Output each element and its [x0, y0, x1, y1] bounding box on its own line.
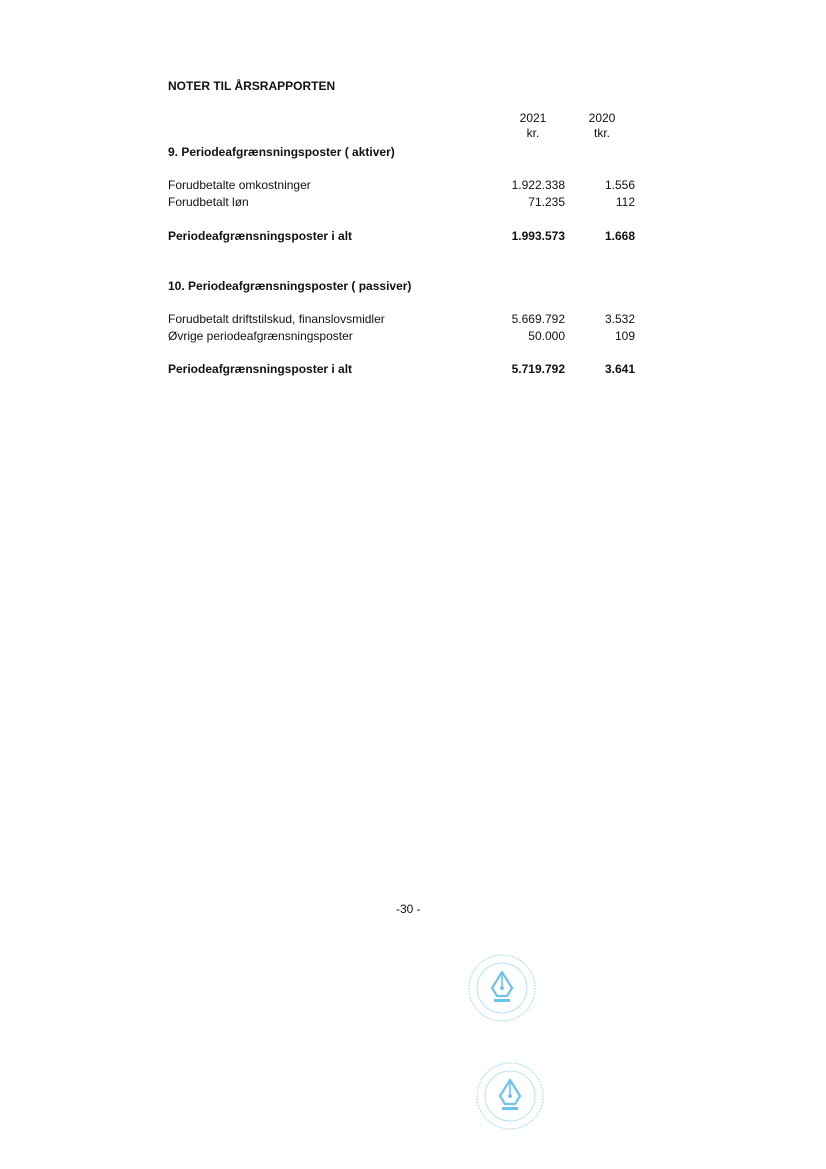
pen-nib-seal-icon — [474, 1060, 546, 1132]
note9-total-prior: 1.668 — [604, 229, 635, 243]
column-unit-current: kr. — [526, 126, 540, 140]
column-year-current: 2021 — [519, 111, 547, 125]
column-unit-prior: tkr. — [593, 126, 610, 140]
page-title: NOTER TIL ÅRSRAPPORTEN — [168, 79, 336, 93]
note9-row-label: Forudbetalte omkostninger — [168, 178, 311, 192]
note9-row-label: Forudbetalt løn — [168, 195, 249, 209]
note9-row-current: 71.235 — [528, 195, 565, 209]
note10-row-current: 5.669.792 — [511, 312, 565, 326]
note9-row-prior: 1.556 — [604, 178, 635, 192]
pen-nib-seal-icon — [466, 952, 538, 1024]
note10-row-label: Øvrige periodeafgrænsningsposter — [168, 329, 353, 343]
note10-total-label: Periodeafgrænsningsposter i alt — [168, 362, 353, 376]
note10-row-prior: 109 — [614, 329, 635, 343]
column-year-prior: 2020 — [588, 111, 616, 125]
note10-row-current: 50.000 — [528, 329, 565, 343]
note10-heading: 10. Periodeafgrænsningsposter ( passiver) — [168, 279, 412, 293]
note10-total-prior: 3.641 — [604, 362, 635, 376]
note10-row-prior: 3.532 — [604, 312, 635, 326]
note9-heading: 9. Periodeafgrænsningsposter ( aktiver) — [168, 145, 395, 159]
note9-row-prior: 112 — [615, 195, 635, 209]
page-number: -30 - — [396, 902, 421, 916]
note9-total-label: Periodeafgrænsningsposter i alt — [168, 229, 353, 243]
note10-row-label: Forudbetalt driftstilskud, finanslovsmidler — [168, 312, 385, 326]
note9-row-current: 1.922.338 — [511, 178, 565, 192]
note9-total-current: 1.993.573 — [511, 229, 565, 243]
note10-total-current: 5.719.792 — [511, 362, 565, 376]
